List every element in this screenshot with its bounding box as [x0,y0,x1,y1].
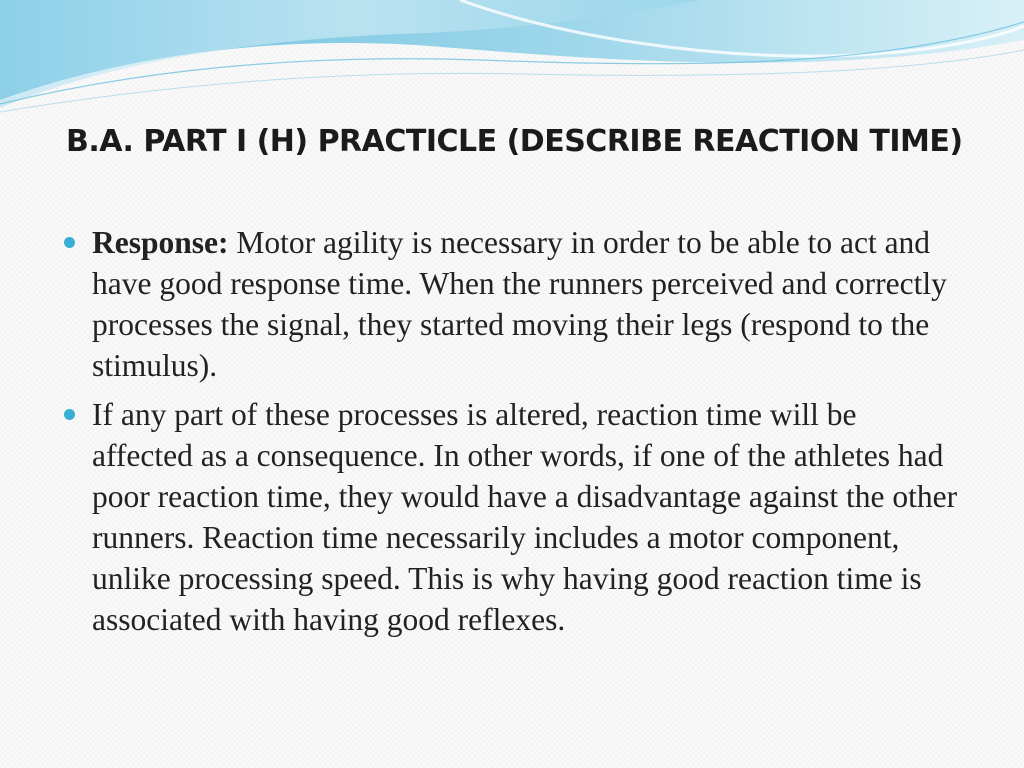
bullet-label: Response: [92,225,229,260]
header-wave-decoration [0,0,1024,130]
slide-title: B.A. PART I (H) PRACTICLE (DESCRIBE REACTION TIME) [66,124,963,159]
bullet-item-processes [64,394,964,640]
bullet-list [64,222,964,648]
bullet-text: If any part of these processes is altered, reaction time will be affected as a consequence. In other words, if one of the athletes had poor reaction time, they would have a disadvantage against the other runners. Reaction time necessarily includes a motor component, unlike processing speed. This is why having good reaction time is associated with having good reflexes. [92,397,958,637]
bullet-item-response [64,222,964,386]
bullet-dot-icon [64,409,75,420]
bullet-text: Motor agility is necessary in order to be able to act and have good response time. When the runners perceived and correctly processes the signal, they started moving their legs (respond to the stimulus). [92,225,947,383]
bullet-dot-icon [64,237,75,248]
